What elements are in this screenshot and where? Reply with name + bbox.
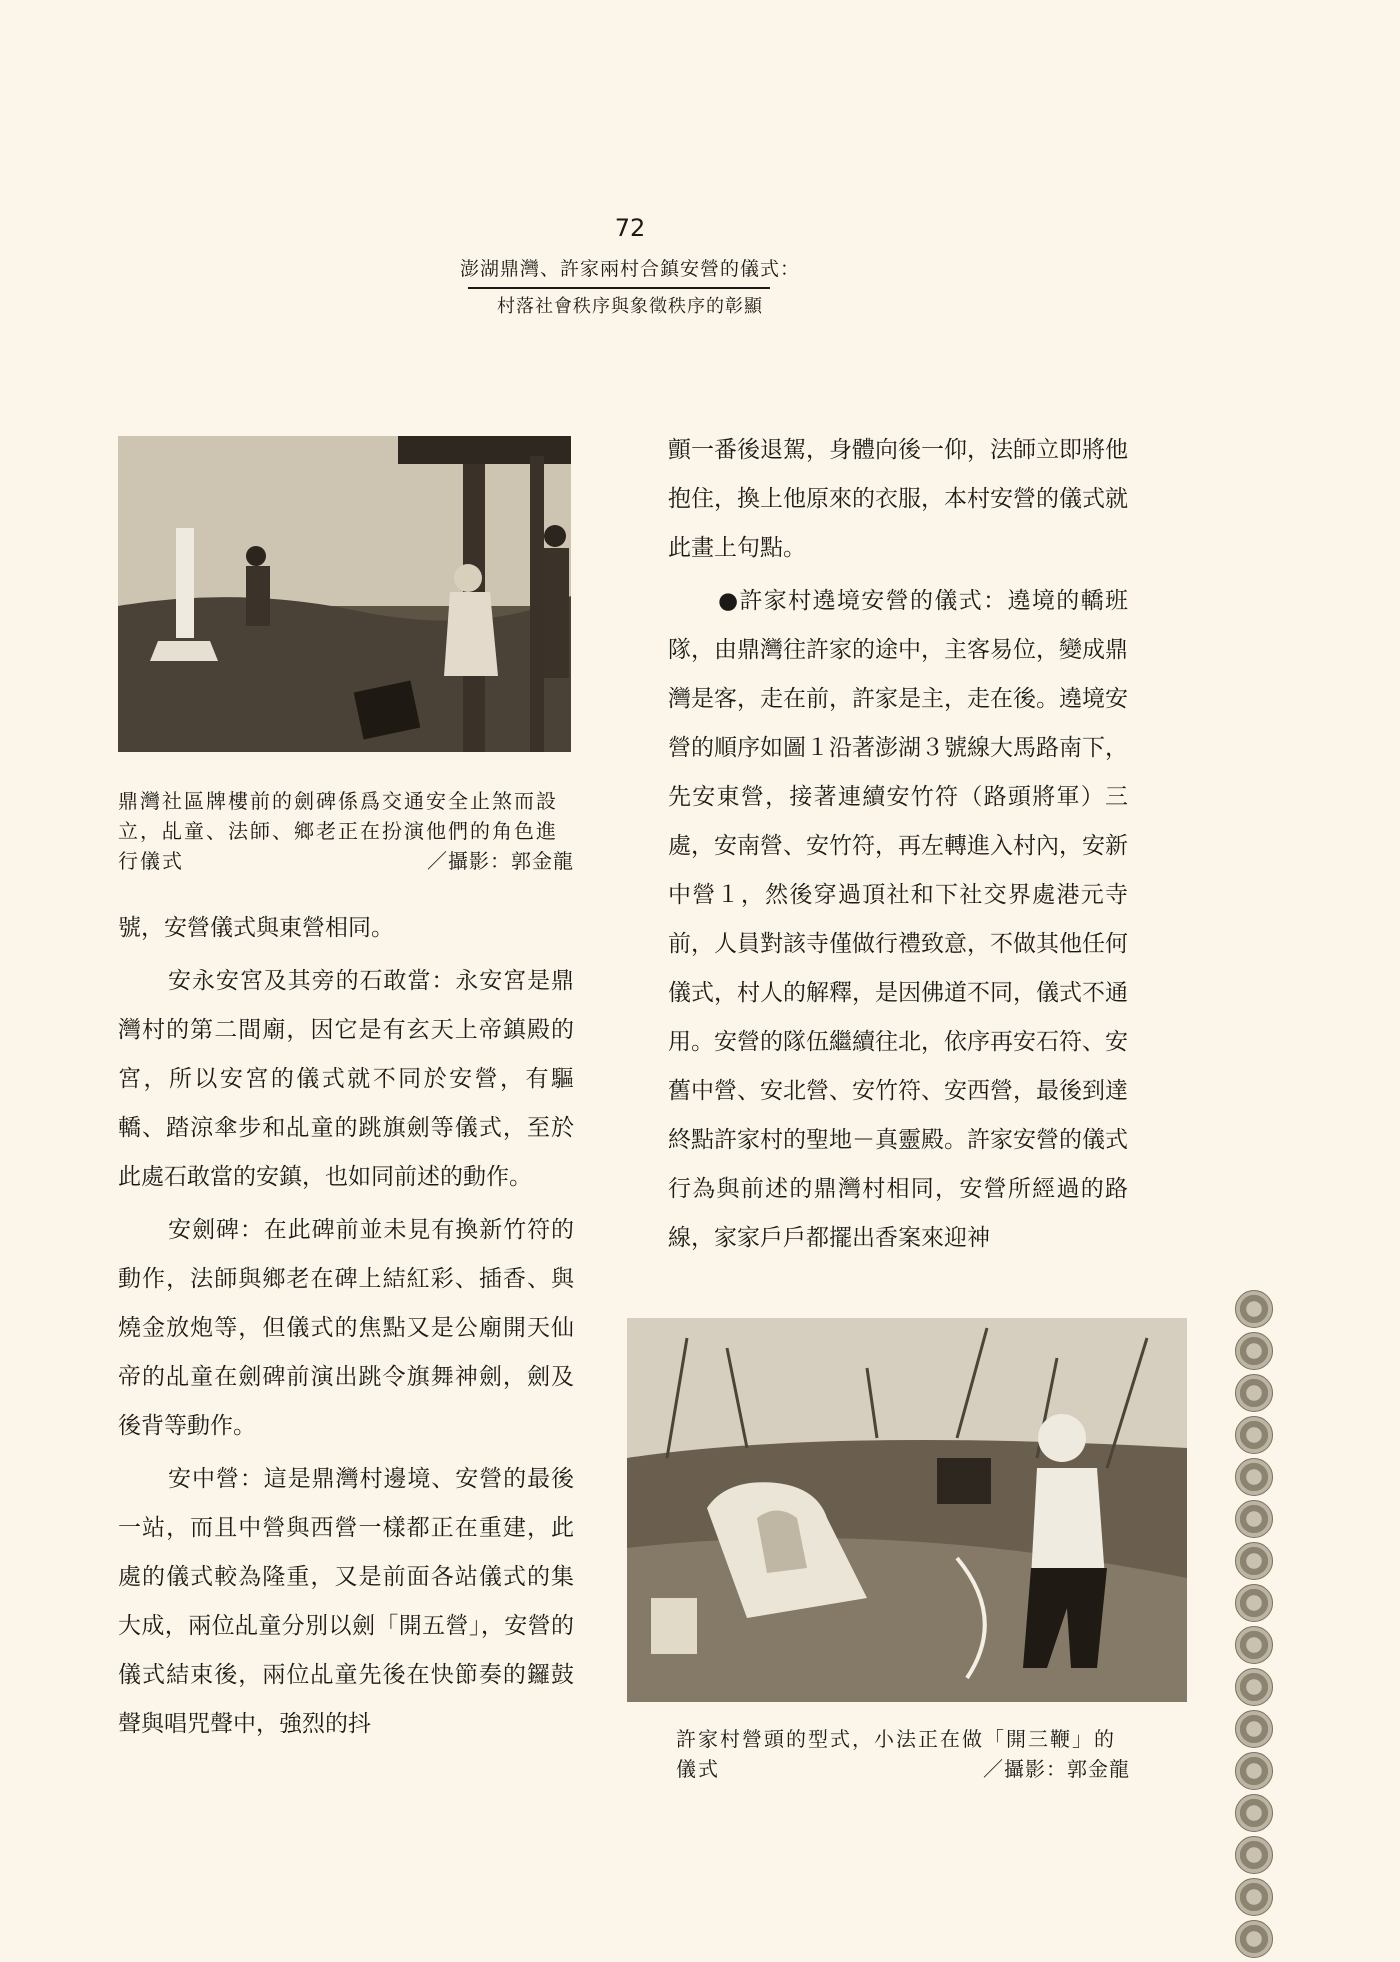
figure1-credit: ／攝影：郭金龍 [427, 849, 574, 873]
figure2-caption [676, 1724, 1130, 1784]
seal-ornament-icon [1235, 1500, 1273, 1538]
page-number: 72 [614, 214, 646, 242]
left-paragraph-2: 安永安宮及其旁的石敢當：永安宮是鼎灣村的第二間廟，因它是有玄天上帝鎮殿的宮，所以安宮的儀式就不同於安營，有驅轎、踏涼傘步和乩童的跳旗劍等儀式，至於此處石敢當的安鎮，也如同前述的動作。 [118, 968, 574, 1190]
seal-ornament-icon [1235, 1290, 1273, 1328]
seal-ornament-icon [1235, 1710, 1273, 1748]
right-paragraph-2: ●許家村遶境安營的儀式：遶境的轎班隊，由鼎灣往許家的途中，主客易位，變成鼎灣是客，走在前，許家是主，走在後。遶境安營的順序如圖１沿著澎湖３號線大馬路南下，先安東營，接著連續安竹符（路頭將軍）三處，安南營、安竹符，再左轉進入村內，安新中營１，然後穿過頂社和下社交界處港元寺前，人員對該寺僅做行禮致意，不做其他任何儀式，村人的解釋，是因佛道不同，儀式不通用。安營的隊伍繼續往北，依序再安石符、安舊中營、安北營、安竹符、安西營，最後到達終點許家村的聖地－真靈殿。許家安營的儀式行為與前述的鼎灣村相同，安營所經過的路線，家家戶戶都擺出香案來迎神 [668, 588, 1128, 1251]
photo-xujia-camp-ritual [627, 1318, 1187, 1702]
figure2-caption-text: 許家村營頭的型式，小法正在做「開三鞭」的儀式 [676, 1727, 1116, 1781]
seal-ornament-icon [1235, 1668, 1273, 1706]
seal-ornament-icon [1235, 1416, 1273, 1454]
left-paragraph-1: 號，安營儀式與東營相同。 [118, 915, 394, 941]
seal-ornament-icon [1235, 1794, 1273, 1832]
seal-ornament-icon [1235, 1920, 1273, 1958]
running-title: 澎湖鼎灣、許家兩村合鎮安營的儀式： [459, 258, 800, 280]
left-column [118, 904, 574, 1749]
seal-ornament-icon [1235, 1878, 1273, 1916]
header-rule [468, 287, 770, 289]
seal-ornament-icon [1235, 1542, 1273, 1580]
seal-ornament-icon [1235, 1626, 1273, 1664]
left-paragraph-4: 安中營：這是鼎灣村邊境、安營的最後一站，而且中營與西營一樣都正在重建，此處的儀式較為隆重，又是前面各站儀式的集大成，兩位乩童分別以劍「開五營」，安營的儀式結束後，兩位乩童先後在快節奏的鑼鼓聲與唱咒聲中，強烈的抖 [118, 1466, 574, 1737]
right-column [668, 426, 1128, 1263]
running-subtitle: 村落社會秩序與象徵秩序的彰顯 [497, 296, 763, 317]
seal-ornament-icon [1235, 1374, 1273, 1412]
figure1-caption-text: 鼎灣社區牌樓前的劍碑係爲交通安全止煞而設立，乩童、法師、鄉老正在扮演他們的角色進行儀式 [118, 789, 558, 873]
decorative-seal-column [1230, 1290, 1278, 1962]
seal-ornament-icon [1235, 1332, 1273, 1370]
left-paragraph-3: 安劍碑：在此碑前並未見有換新竹符的動作，法師與鄉老在碑上結紅彩、插香、與燒金放炮等，但儀式的焦點又是公廟開天仙帝的乩童在劍碑前演出跳令旗舞神劍，劍及後背等動作。 [118, 1217, 574, 1439]
figure1-caption [118, 786, 574, 876]
seal-ornament-icon [1235, 1752, 1273, 1790]
figure2-credit: ／攝影：郭金龍 [983, 1757, 1130, 1781]
seal-ornament-icon [1235, 1458, 1273, 1496]
photo-sword-stele-ritual [118, 436, 571, 752]
right-paragraph-1: 顫一番後退駕，身體向後一仰，法師立即將他抱住，換上他原來的衣服，本村安營的儀式就此畫上句點。 [668, 437, 1128, 561]
seal-ornament-icon [1235, 1836, 1273, 1874]
seal-ornament-icon [1235, 1584, 1273, 1622]
